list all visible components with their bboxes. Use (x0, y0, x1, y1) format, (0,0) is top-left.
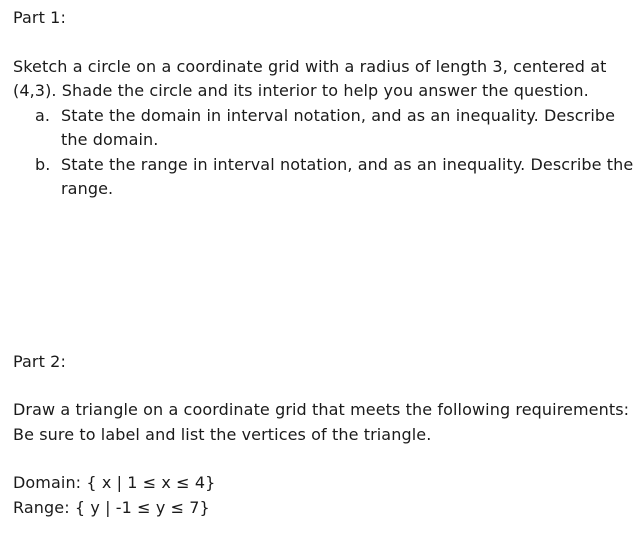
domain-requirement: Domain: { x | 1 ≤ x ≤ 4} (13, 473, 216, 492)
range-requirement: Range: { y | -1 ≤ y ≤ 7} (13, 497, 210, 517)
part1-question-a (35, 104, 634, 153)
part2-prompt-text: Draw a triangle on a coordinate grid that meets the following requirements: (13, 400, 630, 419)
part1-question-b (35, 153, 634, 202)
part1-question-list (13, 104, 634, 202)
part2-instruction: Be sure to label and list the vertices of the triangle. (13, 424, 432, 444)
part1-prompt-line-1: Sketch a circle on a coordinate grid with a radius of length 3, centered at (13, 56, 607, 76)
question-text: State the domain in interval notation, and as an inequality. Describe the domain. (61, 105, 616, 149)
part1-prompt-line-2: (4,3). Shade the circle and its interior to help you answer the question. (13, 81, 589, 100)
list-marker: a. (35, 105, 51, 125)
question-text: State the range in interval notation, and as an inequality. Describe the range. (61, 154, 634, 198)
part1-heading: Part 1: (13, 8, 66, 27)
list-marker: b. (35, 154, 51, 174)
part2-heading: Part 2: (13, 351, 66, 371)
part2-requirements (13, 471, 634, 520)
part2-prompt (13, 398, 634, 447)
part1-prompt (13, 55, 634, 104)
